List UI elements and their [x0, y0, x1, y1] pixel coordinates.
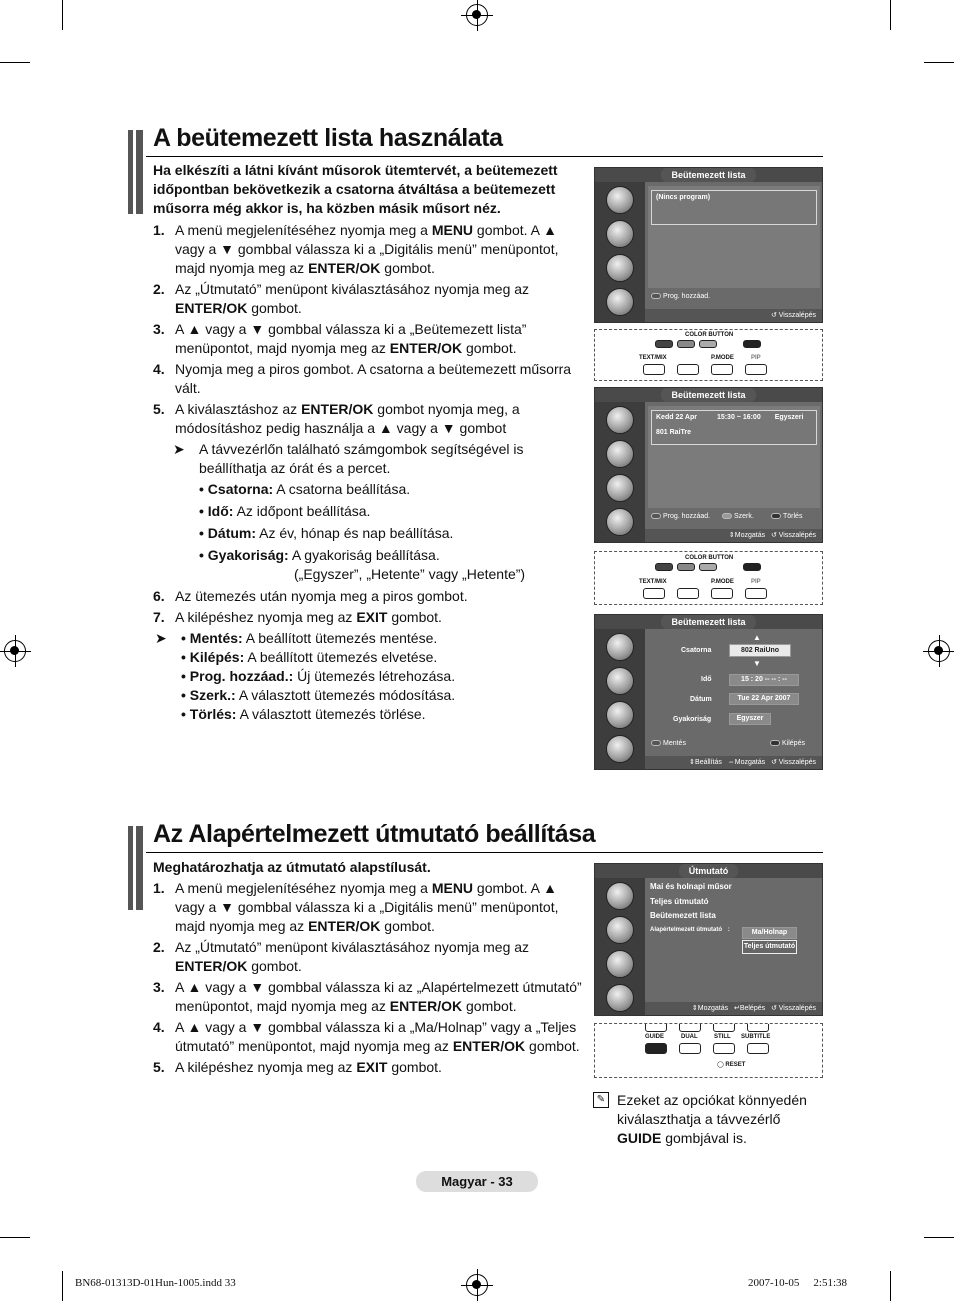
remote-strip — [594, 551, 823, 605]
pip-button — [745, 588, 767, 599]
section-bar — [128, 826, 143, 910]
green-button — [677, 563, 695, 571]
field-label: Idő — [701, 676, 712, 683]
up-arrow-icon: ▲ — [753, 633, 761, 642]
red-button-icon — [651, 513, 661, 519]
screen-footer: ⇕Mozgatás ↺ Visszalépés — [645, 529, 822, 542]
setup-icon — [606, 508, 634, 536]
note — [153, 629, 583, 724]
blue-button — [743, 563, 761, 571]
remote-button — [677, 588, 699, 599]
add-program-button[interactable]: Prog. hozzáad. — [651, 293, 710, 300]
move-icon: ⇕ — [691, 1005, 698, 1012]
setup-icon — [606, 288, 634, 316]
menu-item[interactable]: Mai és holnapi műsor — [650, 882, 732, 891]
screen-title: Beütemezett lista — [661, 388, 755, 402]
screen-footer: ↺ Visszalépés — [645, 309, 822, 322]
footer-filename: BN68-01313D-01Hun-1005.indd 33 — [75, 1277, 236, 1289]
pip-label: PIP — [751, 579, 761, 585]
blue-button — [743, 340, 761, 348]
registration-mark-icon — [928, 640, 950, 662]
section-intro: Ha elkészíti a látni kívánt műsorok ütemtervét, a beütemezett időpontban bekövetkezik a csatorna átváltása a beütemezett műsorra még akkor is, ha közben másik műsort néz. — [153, 162, 558, 216]
option-full-guide[interactable]: Teljes útmutató — [742, 940, 797, 954]
channel-icon — [606, 701, 634, 729]
registration-mark-icon — [466, 1274, 488, 1296]
remote-button — [645, 1023, 667, 1032]
guide-label: GUIDE — [645, 1034, 665, 1040]
step: 4. Nyomja meg a piros gombot. A csatorna a beütemezett műsorra vált. — [153, 361, 572, 396]
remote-button — [747, 1023, 769, 1032]
pmode-label: P.MODE — [711, 579, 734, 585]
field-label: Dátum — [690, 696, 712, 703]
bullet-item: • Prog. hozzáad.: Új ütemezés létrehozása. — [181, 668, 456, 684]
still-label: STILL — [714, 1034, 731, 1040]
crop-mark — [0, 1237, 30, 1238]
empty-list-box: (Nincs program) — [651, 190, 817, 225]
move-lr-icon: ⇔ — [727, 759, 735, 766]
bullet-item: • Idő: Az időpont beállítása. — [199, 503, 371, 519]
reset-icon: ◯ — [717, 1062, 724, 1068]
bullet-item: • Gyakoriság: A gyakoriság beállítása. — [199, 547, 440, 563]
still-button — [713, 1043, 735, 1054]
picture-icon — [606, 406, 634, 434]
note-arrow-icon: ➤ — [173, 441, 185, 457]
crop-mark — [62, 1271, 63, 1301]
memo-icon: ✎ — [593, 1092, 609, 1108]
step: 6. Az ütemezés után nyomja meg a piros gombot. — [153, 588, 468, 604]
footer-timestamp: 2007-10-05 􀀀 2:51:38 — [748, 1277, 847, 1289]
menu-sidebar — [595, 878, 645, 1015]
remote-button — [713, 1023, 735, 1032]
step: 5. A kilépéshez nyomja meg az EXIT gombot. — [153, 1059, 442, 1075]
menu-item[interactable]: Beütemezett lista — [650, 911, 716, 920]
textmix-label: TEXT/MIX — [639, 355, 667, 361]
screen-footer: ⇕Mozgatás ↵Belépés ↺ Visszalépés — [645, 1002, 822, 1015]
menu-sidebar — [595, 629, 645, 769]
color-button-label: COLOR BUTTON — [685, 332, 734, 338]
step: 7. A kilépéshez nyomja meg az EXIT gombot. — [153, 609, 442, 625]
crop-mark — [890, 1271, 891, 1301]
pip-label: PIP — [751, 355, 761, 361]
section-intro: Meghatározhatja az útmutató alapstílusát. — [153, 859, 431, 875]
bullet-list — [181, 629, 583, 724]
frequency-value[interactable]: Egyszer — [729, 713, 771, 725]
tv-menu-screen — [594, 387, 823, 543]
bullet-item: • Szerk.: A választott ütemezés módosítása. — [181, 687, 456, 703]
step: 3. A ▲ vagy a ▼ gombbal válassza ki az „Alapértelmezett útmutató” menüpontot, majd nyomja meg az ENTER/OK gombot. — [153, 979, 582, 1014]
setup-icon — [606, 984, 634, 1012]
screen-title: Útmutató — [679, 864, 739, 878]
bullet-item: • Kilépés: A beállított ütemezés elvetése. — [181, 649, 438, 665]
pmode-label: P.MODE — [711, 355, 734, 361]
menu-sidebar — [595, 402, 645, 542]
remote-strip — [594, 329, 823, 381]
sound-icon — [606, 440, 634, 468]
return-icon: ↺ — [770, 759, 779, 766]
red-button-icon — [651, 293, 661, 299]
scheduled-item[interactable]: Kedd 22 Apr 15:30 ~ 16:00 Egyszeri 801 RaiTre — [651, 410, 817, 445]
crop-mark — [0, 62, 30, 63]
field-label: Gyakoriság — [673, 716, 712, 723]
screen-title: Beütemezett lista — [661, 168, 755, 182]
time-value[interactable]: 15 : 20 -- -- : -- — [729, 674, 799, 686]
section-title: Az Alapértelmezett útmutató beállítása — [153, 820, 596, 848]
date-value[interactable]: Tue 22 Apr 2007 — [729, 693, 799, 705]
return-icon: ↺ — [770, 1005, 779, 1012]
step: 3. A ▲ vagy a ▼ gombbal válassza ki a „Beütemezett lista” menüpontot, majd nyomja meg az ENTER/OK gombot. — [153, 321, 527, 356]
bullet-item: • Dátum: Az év, hónap és nap beállítása. — [199, 525, 454, 541]
picture-icon — [606, 186, 634, 214]
return-icon: ↺ — [770, 532, 779, 539]
remote-button — [679, 1023, 701, 1032]
step: 5. A kiválasztáshoz az ENTER/OK gombot nyomja meg, a módosításhoz pedig használja a ▲ vagy a ▼ gombot — [153, 401, 520, 436]
sound-icon — [606, 667, 634, 695]
picture-icon — [606, 633, 634, 661]
note-arrow-icon: ➤ — [155, 630, 167, 646]
section-bar — [128, 130, 143, 214]
bullet-item: • Törlés: A választott ütemezés törlése. — [181, 706, 426, 722]
move-icon: ⇕ — [728, 532, 735, 539]
red-button — [655, 340, 673, 348]
channel-icon — [606, 950, 634, 978]
green-button — [677, 340, 695, 348]
move-icon: ⇕ — [689, 759, 696, 766]
memo-note: ✎ Ezeket az opciókat könnyedén kiválaszthatja a távvezérlő GUIDE gombjával is. — [593, 1091, 823, 1148]
section-rule — [146, 852, 823, 853]
channel-value[interactable]: 802 RaiUno — [729, 644, 791, 657]
dual-button — [679, 1043, 701, 1054]
crop-mark — [890, 0, 891, 30]
blue-button-icon — [771, 513, 781, 519]
registration-mark-icon — [4, 640, 26, 662]
note: ➤ A távvezérlőn található számgombok segítségével is beállíthatja az órát és a percet. — [153, 440, 583, 478]
edit-button[interactable]: Szerk. — [722, 513, 754, 520]
menu-sidebar — [595, 182, 645, 322]
step-list — [153, 879, 583, 1079]
setup-icon — [606, 735, 634, 763]
color-button-label: COLOR BUTTON — [685, 555, 734, 561]
subtitle-button — [747, 1043, 769, 1054]
section-rule — [146, 156, 823, 157]
registration-mark-icon — [466, 4, 488, 26]
bullet-item: • Mentés: A beállított ütemezés mentése. — [181, 630, 438, 646]
field-label: Csatorna — [681, 647, 712, 654]
page-number: Magyar - 33 — [416, 1171, 538, 1192]
pmode-button — [711, 588, 733, 599]
guide-button — [645, 1043, 667, 1054]
save-button[interactable]: Mentés — [651, 740, 686, 747]
yellow-button — [699, 340, 717, 348]
step: 2. Az „Útmutató” menüpont kiválasztásához nyomja meg az ENTER/OK gombot. — [153, 939, 530, 974]
textmix-button — [643, 588, 665, 599]
step: 2. Az „Útmutató” menüpont kiválasztásához nyomja meg az ENTER/OK gombot. — [153, 281, 530, 316]
bullet-item: • Csatorna: A csatorna beállítása. — [199, 481, 411, 497]
yellow-button — [699, 563, 717, 571]
tv-menu-screen — [594, 167, 823, 323]
crop-mark — [924, 62, 954, 63]
pmode-button — [711, 364, 733, 375]
exit-button[interactable]: Kilépés — [770, 740, 805, 747]
menu-item[interactable]: Teljes útmutató — [650, 897, 709, 906]
step: 1. A menü megjelenítéséhez nyomja meg a MENU gombot. A ▲ vagy a ▼ gombbal válassza ki a „Digitális menü” menüpontot, majd nyomja meg az ENTER/OK gombot. — [153, 880, 559, 934]
freq-options: („Egyszer”, „Hetente” vagy „Hetente”) — [294, 566, 526, 582]
picture-icon — [606, 882, 634, 910]
sound-icon — [606, 916, 634, 944]
screen-footer: ⇕Beállítás ⇔Mozgatás ↺ Visszalépés — [645, 756, 822, 769]
tv-menu-screen — [594, 863, 823, 1016]
channel-icon — [606, 474, 634, 502]
step: 1. A menü megjelenítéséhez nyomja meg a MENU gombot. A ▲ vagy a ▼ gombbal válassza ki a „Digitális menü” menüpontot, majd nyomja meg az ENTER/OK gombot. — [153, 222, 559, 276]
step-list — [153, 221, 583, 726]
add-program-button[interactable]: Prog. hozzáad. — [651, 513, 710, 520]
red-button — [655, 563, 673, 571]
pip-button — [745, 364, 767, 375]
dual-label: DUAL — [681, 1034, 698, 1040]
remote-strip — [594, 1023, 823, 1078]
red-button-icon — [651, 740, 661, 746]
sound-icon — [606, 220, 634, 248]
green-button-icon — [722, 513, 732, 519]
channel-icon — [606, 254, 634, 282]
subtitle-label: SUBTITLE — [741, 1034, 771, 1040]
option-today-tomorrow[interactable]: Ma/Holnap — [742, 927, 797, 939]
textmix-button — [643, 364, 665, 375]
return-icon: ↺ — [770, 312, 779, 319]
section-title: A beütemezett lista használata — [153, 124, 503, 152]
bullet-list — [153, 480, 583, 584]
reset-label: ◯ RESET — [717, 1062, 746, 1068]
delete-button[interactable]: Törlés — [771, 513, 802, 520]
enter-icon: ↵ — [733, 1005, 740, 1012]
crop-mark — [62, 0, 63, 30]
blue-button-icon — [770, 740, 780, 746]
menu-item-selected[interactable]: Alapértelmezett útmutató : — [650, 927, 730, 933]
crop-mark — [924, 1237, 954, 1238]
step: 4. A ▲ vagy a ▼ gombbal válassza ki a „Ma/Holnap” vagy a „Teljes útmutató” menüpontot, majd nyomja meg az ENTER/OK gombot. — [153, 1019, 580, 1054]
remote-button — [677, 364, 699, 375]
screen-title: Beütemezett lista — [661, 615, 755, 629]
tv-menu-screen — [594, 614, 823, 770]
textmix-label: TEXT/MIX — [639, 579, 667, 585]
down-arrow-icon: ▼ — [753, 659, 761, 668]
